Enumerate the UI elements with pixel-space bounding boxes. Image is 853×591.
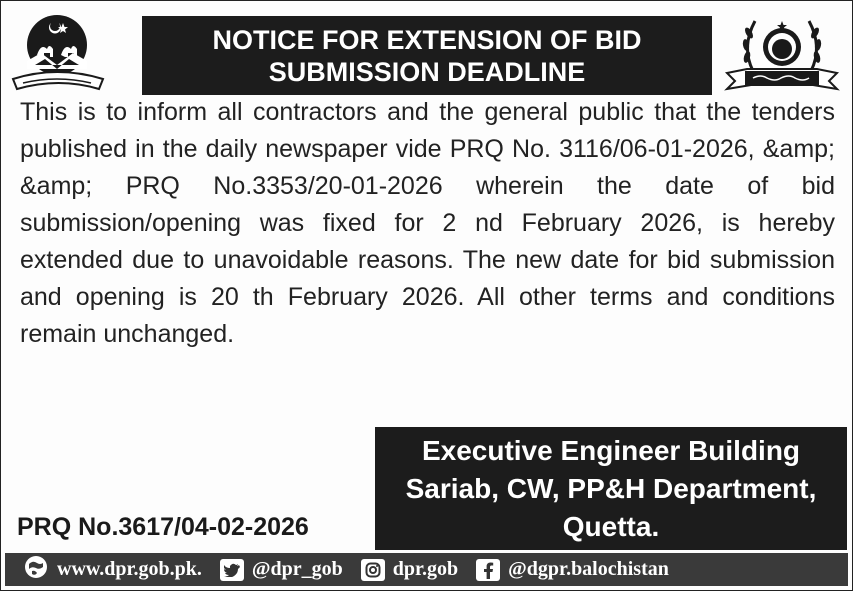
balochistan-emblem-icon: [11, 13, 107, 93]
notice-body: This is to inform all contractors and the general public that the tenders published in the daily newspaper vide PRQ No. 3116/06-01-2026, &amp; &amp; PRQ No.3353/20-01-2026 wherein the date of bid submission/opening was fixed for 2 nd February 2026, is hereby extended due to unavoidable reasons. The new date for bid submission and opening is 20 th February 2026. All other terms and conditions remain unchanged.: [20, 98, 835, 348]
twitter-handle[interactable]: @dpr_gob: [251, 558, 343, 580]
notice-title: [142, 16, 712, 95]
authority-line2: Sariab, CW, PP&H Department,: [405, 472, 817, 504]
authority-line1: Executive Engineer Building: [421, 434, 801, 466]
issuing-authority: [375, 427, 847, 550]
website-link[interactable]: www.dpr.gob.pk.: [57, 558, 202, 580]
footer-website[interactable]: [5, 554, 202, 586]
footer-instagram[interactable]: [361, 558, 458, 581]
footer-twitter[interactable]: [220, 558, 343, 581]
footer-bar: [5, 553, 848, 586]
facebook-handle[interactable]: @dgpr.balochistan: [508, 558, 669, 580]
globe-icon: [23, 554, 49, 586]
facebook-icon: [476, 559, 500, 581]
notice-title-line1: NOTICE FOR EXTENSION OF BID: [212, 24, 642, 55]
authority-line3: Quetta.: [562, 510, 660, 542]
department-seal-icon: [723, 11, 841, 95]
instagram-icon: [361, 559, 385, 581]
footer-facebook[interactable]: [476, 558, 669, 581]
instagram-handle[interactable]: dpr.gob: [392, 558, 459, 580]
notice-title-line2: SUBMISSION DEADLINE: [268, 56, 586, 87]
reference-number: PRQ No.3617/04-02-2026: [17, 513, 309, 541]
twitter-icon: [220, 559, 244, 581]
